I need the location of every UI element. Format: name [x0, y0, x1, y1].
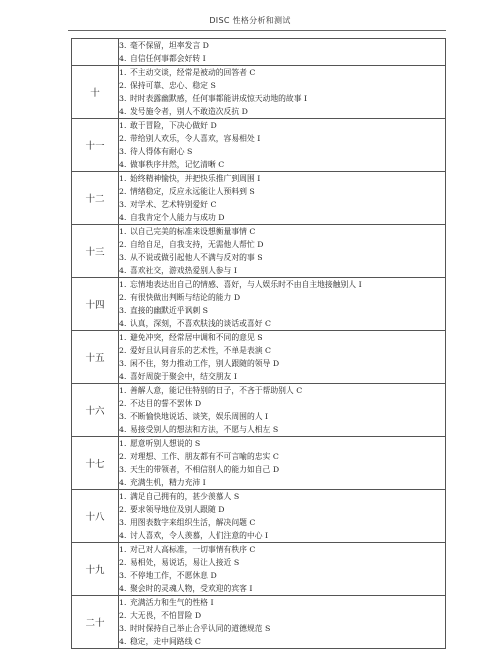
option-number: 4．	[119, 637, 132, 646]
option-text: 充满生机，精力充沛 I	[130, 478, 206, 487]
option-item	[119, 384, 445, 397]
option-number: 4．	[119, 213, 132, 222]
option-number: 2．	[119, 346, 132, 355]
option-item	[119, 264, 445, 277]
option-text: 对学术、艺术特别爱好 C	[130, 200, 217, 209]
option-number: 4．	[119, 54, 132, 63]
option-item	[119, 490, 445, 503]
question-number: 十四	[72, 278, 119, 331]
option-number: 3．	[119, 359, 132, 368]
option-number: 4．	[119, 160, 132, 169]
option-number: 4．	[119, 372, 132, 381]
option-number: 2．	[119, 558, 132, 567]
option-number: 1．	[119, 333, 132, 342]
question-group	[72, 490, 446, 543]
option-item	[119, 450, 445, 463]
question-number: 十三	[72, 225, 119, 278]
option-text: 大无畏，不怕冒险 D	[130, 611, 202, 620]
option-item	[119, 66, 445, 79]
option-item	[119, 516, 445, 529]
option-item	[119, 291, 445, 304]
option-item	[119, 211, 445, 224]
question-options	[119, 596, 446, 649]
question-group	[72, 384, 446, 437]
option-number: 2．	[119, 611, 132, 620]
option-item	[119, 198, 445, 211]
question-number: 十五	[72, 331, 119, 384]
option-item	[119, 132, 445, 145]
option-number: 2．	[119, 134, 132, 143]
option-number: 2．	[119, 505, 132, 514]
option-text: 不断愉快地说话、谈笑，娱乐周围的人 I	[130, 412, 269, 421]
option-number: 3．	[119, 253, 132, 262]
option-number: 3．	[119, 624, 132, 633]
option-text: 自给自足，自我支持，无需他人帮忙 D	[130, 240, 264, 249]
option-text: 发号施令者，别人不敢造次反抗 D	[130, 107, 248, 116]
option-text: 保持可靠、忠心、稳定 S	[130, 81, 216, 90]
option-number: 3．	[119, 465, 132, 474]
option-text: 喜好周旋于聚会中，结交朋友 I	[130, 372, 237, 381]
option-number: 3．	[119, 571, 132, 580]
question-options	[119, 39, 446, 66]
question-options	[119, 119, 446, 172]
question-group	[72, 66, 446, 119]
option-item	[119, 79, 445, 92]
option-number: 1．	[119, 439, 132, 448]
option-item	[119, 172, 445, 185]
option-number: 1．	[119, 598, 132, 607]
option-number: 3．	[119, 147, 132, 156]
option-number: 2．	[119, 187, 132, 196]
option-item	[119, 543, 445, 556]
option-item	[119, 185, 445, 198]
option-item	[119, 397, 445, 410]
header-rule	[68, 30, 446, 31]
option-item	[119, 476, 445, 489]
question-group	[72, 119, 446, 172]
option-item	[119, 238, 445, 251]
option-item	[119, 423, 445, 436]
option-text: 易相处，易说话，易让人接近 S	[130, 558, 240, 567]
question-group	[72, 543, 446, 596]
option-text: 避免冲突，经常居中调和不同的意见 S	[130, 333, 263, 342]
option-number: 4．	[119, 266, 132, 275]
question-options	[119, 278, 446, 331]
option-item	[119, 582, 445, 595]
option-text: 做事秩序井然，记忆清晰 C	[130, 160, 225, 169]
question-number: 十二	[72, 172, 119, 225]
option-item	[119, 635, 445, 648]
option-number: 4．	[119, 107, 132, 116]
option-number: 1．	[119, 174, 132, 183]
option-number: 3．	[119, 200, 132, 209]
option-text: 愿意听别人想说的 S	[130, 439, 201, 448]
option-item	[119, 503, 445, 516]
option-item	[119, 92, 445, 105]
option-text: 满足自己拥有的，甚少羡慕人 S	[130, 492, 240, 501]
page-header: DISC 性格分析和测试	[209, 16, 291, 25]
question-group	[72, 278, 446, 331]
question-number: 十一	[72, 119, 119, 172]
option-number: 3．	[119, 412, 132, 421]
option-text: 易接受别人的想法和方法，不愿与人相左 S	[130, 425, 279, 434]
option-text: 时时保持自己举止合乎认同的道德规范 S	[130, 624, 271, 633]
option-item	[119, 357, 445, 370]
question-group	[72, 331, 446, 384]
option-item	[119, 145, 445, 158]
option-number: 2．	[119, 293, 132, 302]
option-text: 待人得体有耐心 S	[130, 147, 193, 156]
option-text: 不主动交谈，经常是被动的回答者 C	[130, 68, 256, 77]
option-text: 自信任何事都会好转 I	[130, 54, 206, 63]
option-number: 2．	[119, 240, 132, 249]
option-item	[119, 251, 445, 264]
question-group	[72, 172, 446, 225]
option-number: 1．	[119, 121, 132, 130]
option-item	[119, 569, 445, 582]
option-text: 情绪稳定，反应永远能让人预料到 S	[130, 187, 255, 196]
option-number: 4．	[119, 478, 132, 487]
option-item	[119, 39, 445, 52]
option-item	[119, 225, 445, 238]
option-number: 1．	[119, 68, 132, 77]
option-number: 4．	[119, 319, 132, 328]
option-item	[119, 596, 445, 609]
option-text: 对己对人高标准，一切事情有秩序 C	[130, 545, 256, 554]
option-text: 时时表露幽默感，任何事都能讲成惊天动地的故事 I	[130, 94, 308, 103]
option-item	[119, 609, 445, 622]
question-table	[71, 38, 446, 649]
option-number: 3．	[119, 94, 132, 103]
option-number: 3．	[119, 306, 132, 315]
option-number: 1．	[119, 545, 132, 554]
question-number: 十八	[72, 490, 119, 543]
question-options	[119, 66, 446, 119]
option-number: 2．	[119, 399, 132, 408]
option-item	[119, 370, 445, 383]
question-options	[119, 225, 446, 278]
option-number: 1．	[119, 227, 132, 236]
option-number: 1．	[119, 492, 132, 501]
question-number: 十九	[72, 543, 119, 596]
question-options	[119, 437, 446, 490]
question-options	[119, 331, 446, 384]
question-group	[72, 39, 446, 66]
option-item	[119, 622, 445, 635]
option-text: 喜欢社交，游戏热爱别人参与 I	[130, 266, 237, 275]
option-item	[119, 331, 445, 344]
question-group	[72, 225, 446, 278]
option-text: 始终精神愉快，并把快乐推广到周围 I	[130, 174, 261, 183]
question-number: 十七	[72, 437, 119, 490]
option-number: 4．	[119, 531, 132, 540]
question-options	[119, 490, 446, 543]
option-text: 毫不保留，坦率发言 D	[130, 41, 209, 50]
option-item	[119, 529, 445, 542]
option-text: 直接的幽默近乎讽刺 S	[130, 306, 208, 315]
option-text: 不达目的誓不罢休 D	[130, 399, 202, 408]
question-group	[72, 596, 446, 649]
option-item	[119, 119, 445, 132]
option-number: 3．	[119, 518, 132, 527]
option-text: 认真，深刻，不喜欢肤浅的谈话或喜好 C	[130, 319, 271, 328]
option-text: 带给别人欢乐，令人喜欢，容易相处 I	[130, 134, 261, 143]
option-item	[119, 158, 445, 171]
option-text: 善解人意，能记住特别的日子，不吝于帮助别人 C	[130, 386, 303, 395]
question-options	[119, 543, 446, 596]
option-item	[119, 105, 445, 118]
option-item	[119, 556, 445, 569]
option-item	[119, 344, 445, 357]
option-text: 对理想、工作、朋友都有不可言喻的忠实 C	[130, 452, 279, 461]
question-number: 二十	[72, 596, 119, 649]
option-number: 4．	[119, 425, 132, 434]
option-item	[119, 278, 445, 291]
option-item	[119, 463, 445, 476]
option-text: 以自己完美的标准来设想衡量事情 C	[130, 227, 256, 236]
option-text: 稳定，走中间路线 C	[130, 637, 201, 646]
option-text: 要求领导地位及别人跟随 D	[130, 505, 225, 514]
option-number: 4．	[119, 584, 132, 593]
question-options	[119, 172, 446, 225]
option-text: 天生的带领者，不相信别人的能力如自己 D	[130, 465, 280, 474]
option-text: 爱好且认同音乐的艺术性，不单是表演 C	[130, 346, 271, 355]
option-text: 自我肯定个人能力与成功 D	[130, 213, 225, 222]
question-table-body	[72, 39, 446, 649]
option-number: 2．	[119, 81, 132, 90]
option-text: 用图表数字来组织生活，解决问题 C	[130, 518, 256, 527]
option-item	[119, 437, 445, 450]
option-number: 3．	[119, 41, 132, 50]
question-number: 十六	[72, 384, 119, 437]
option-text: 不停地工作，不愿休息 D	[130, 571, 217, 580]
option-number: 1．	[119, 386, 132, 395]
option-text: 聚会时的灵魂人物，受欢迎的宾客 I	[130, 584, 253, 593]
option-text: 闲不住，努力推动工作，别人跟随的领导 D	[130, 359, 280, 368]
option-item	[119, 304, 445, 317]
option-text: 有很快做出判断与结论的能力 D	[130, 293, 241, 302]
option-text: 忘情地表达出自己的情感、喜好，与人娱乐时不由自主地接触别人 I	[130, 280, 362, 289]
option-number: 2．	[119, 452, 132, 461]
option-text: 敢于冒险，下决心做好 D	[130, 121, 217, 130]
question-group	[72, 437, 446, 490]
option-item	[119, 52, 445, 65]
question-number	[72, 39, 119, 66]
option-item	[119, 410, 445, 423]
option-item	[119, 317, 445, 330]
option-text: 讨人喜欢，令人羡慕，人们注意的中心 I	[130, 531, 269, 540]
option-text: 充满活力和生气的性格 I	[130, 598, 214, 607]
question-options	[119, 384, 446, 437]
option-text: 从不说或做引起他人不满与反对的事 S	[130, 253, 263, 262]
question-number: 十	[72, 66, 119, 119]
option-number: 1．	[119, 280, 132, 289]
